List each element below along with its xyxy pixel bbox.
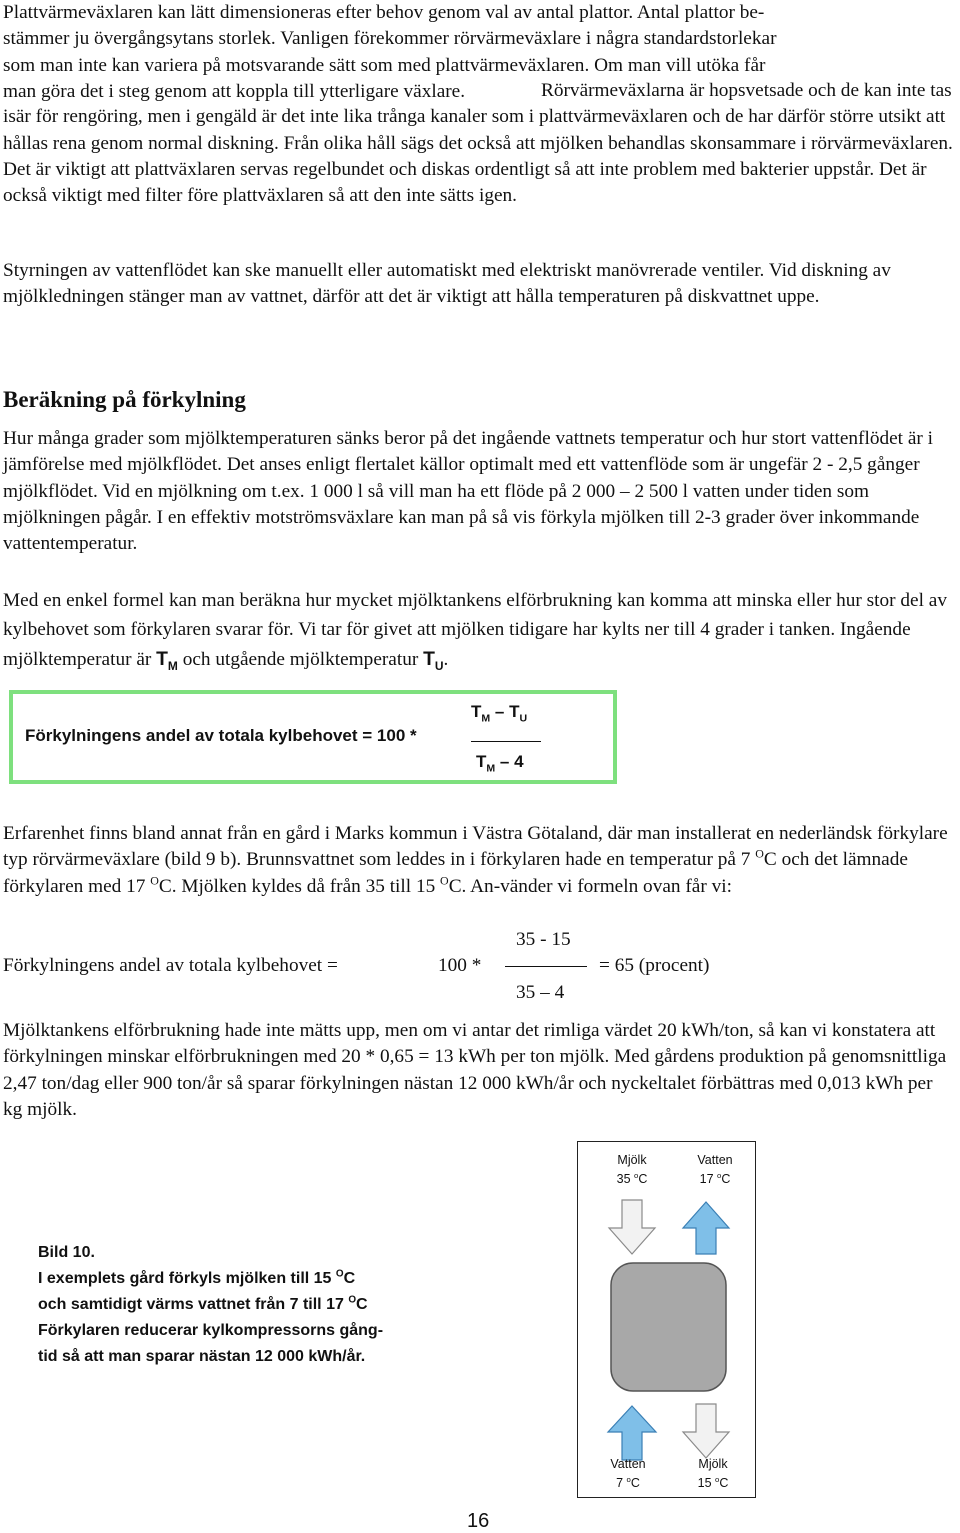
paragraph-energy-savings: Mjölktankens elförbrukning hade inte mätts upp, men om vi antar det rimliga värdet 20 kWh/ton, så kan vi konstatera att förkylningen minskar elförbrukningen med 20 * 0,65 = 13 kWh per ton mjölk. Med gårdens produktion på genomsnittliga 2,47 ton/dag eller 900 ton/år så sparar förkylningen nästan 12 000 kWh/år och nyckeltalet förbättras med 0,013 kWh per kg mjölk.: [3, 1020, 947, 1120]
caption-line: och samtidigt värms vattnet från 7 till 17 $^O$C: [38, 1294, 368, 1313]
water-out-arrow-icon: [683, 1202, 729, 1254]
paragraph-line: stämmer ju övergångsytans storlek. Vanligen förekommer rörvärmeväxlare i några standardstorlekar: [3, 28, 777, 50]
formula-box: [9, 690, 617, 784]
heat-exchanger-diagram: [577, 1141, 756, 1498]
exchanger-tank: [611, 1263, 726, 1391]
paragraph-formula-intro: [3, 586, 955, 674]
caption-title: Bild 10.: [38, 1244, 95, 1261]
diagram-graphics: [578, 1142, 757, 1499]
paragraph-farm-example: Erfarenhet finns bland annat från en gård i Marks kommun i Västra Götaland, där man installerat en nederländsk förkylare typ rörvärmeväxlare (bild 9 b). Brunnsvattnet som leddes in i förkylaren hade en temperatur på 7 $^O$C och det lämnade förkylaren med 17 $^O$C. Mjölken kyldes då från 35 till 15 $^O$C. An-vänder vi formeln ovan får vi:: [3, 823, 948, 897]
example-label: Förkylningens andel av totala kylbehovet =: [3, 955, 338, 976]
milk-out-arrow-icon: [683, 1404, 729, 1458]
text: .: [443, 648, 449, 670]
caption-line: Förkylaren reducerar kylkompressorns gång-: [38, 1322, 384, 1339]
paragraph-line: som man inte kan variera på motsvarande sätt som med plattvärmeväxlaren. Om man vill utöka får: [3, 54, 766, 76]
symbol-tm: $T_M$: [156, 648, 178, 673]
milk-in-arrow-icon: [609, 1200, 655, 1254]
example-fraction-bar: [505, 966, 587, 967]
example-result: = 65 (procent): [599, 955, 710, 976]
text: och utgående mjölktemperatur: [177, 648, 424, 670]
paragraph-precooling-basics: Hur många grader som mjölktemperaturen sänks beror på det ingående vattnets temperatur och hur stort vattenflödet är i jämförelse med mjölkflödet. Det anses enligt flertalet källor optimalt med ett vattenflöde som är ungefär 2 - 2,5 gånger mjölkflödet. Vid en mjölkning om t.ex. 1 000 l så vill man ha ett flöde på 2 000 – 2 500 l vatten under tiden som mjölkningen pågår. I en effektiv motströmsväxlare kan man på så vis förkyla mjölken till 2-3 grader över inkommande vattentemperatur.: [3, 428, 934, 555]
example-denominator: 35 – 4: [516, 982, 565, 1003]
caption-line: tid så att man sparar nästan 12 000 kWh/år.: [38, 1348, 366, 1365]
paragraph-water-flow-control: Styrningen av vattenflödet kan ske manuellt eller automatiskt med elektriskt manövrerade ventiler. Vid diskning av mjölkledningen stänger man av vattnet, därför att det är viktigt att hålla temperaturen på diskvattnet uppe.: [3, 260, 891, 308]
formula-numerator: $T_M - T_U$: [471, 702, 528, 725]
symbol-tu: $T_U$: [423, 648, 444, 673]
figure-caption: [38, 1240, 438, 1370]
label-milk-in: Mjölk 35 $^o$C: [616, 1153, 648, 1186]
section-heading: Beräkning på förkylning: [3, 387, 246, 412]
example-numerator: 35 - 15: [516, 929, 571, 950]
text: Med en enkel formel kan man beräkna hur mycket mjölktankens elförbrukning kan komma att minska eller hur stor del av kylbehovet som förkylaren svarar för. Vi tar för givet att mjölken tidigare har kylts ner till 4 grader i tanken. Ingående mjölktemperatur är: [3, 590, 947, 670]
label-water-out: Vatten 17 $^o$C: [697, 1153, 733, 1186]
paragraph-line: Plattvärmeväxlaren kan lätt dimensioneras efter behov genom val av antal plattor. Antal plattor be-: [3, 2, 765, 23]
paragraph-line: man göra det i steg genom att koppla till ytterligare växlare.: [3, 80, 466, 102]
formula-denominator: $T_M - 4$: [476, 752, 524, 775]
fraction-bar: [471, 741, 541, 742]
water-in-arrow-icon: [608, 1406, 656, 1460]
label-milk-out: Mjölk 15 $^o$C: [697, 1457, 729, 1490]
formula-lhs: Förkylningens andel av totala kylbehovet = 100 *: [25, 726, 417, 745]
caption-line: I exemplets gård förkyls mjölken till 15 $^O$C: [38, 1268, 356, 1287]
example-factor: 100 *: [438, 955, 482, 976]
label-water-in: Vatten 7 $^o$C: [610, 1457, 646, 1490]
paragraph-tube-exchanger: Rörvärmeväxlarna är hopsvetsade och de kan inte tas isär för rengöring, men i gengäld är det inte lika trånga kanaler som i plattvärmeväxlaren och de har därför större utsikt att hållas rena genom normal diskning. Från olika håll sägs det också att mjölken behandlas skonsammare i rörvärmeväxlaren. Det är viktigt att plattväxlaren servas regelbundet och diskas ordentligt så att inte problem med bakterier uppstår. Det är också viktigt med filter före plattväxlaren så att den inte sätts igen.: [3, 80, 953, 207]
page-number: 16: [467, 1510, 490, 1532]
